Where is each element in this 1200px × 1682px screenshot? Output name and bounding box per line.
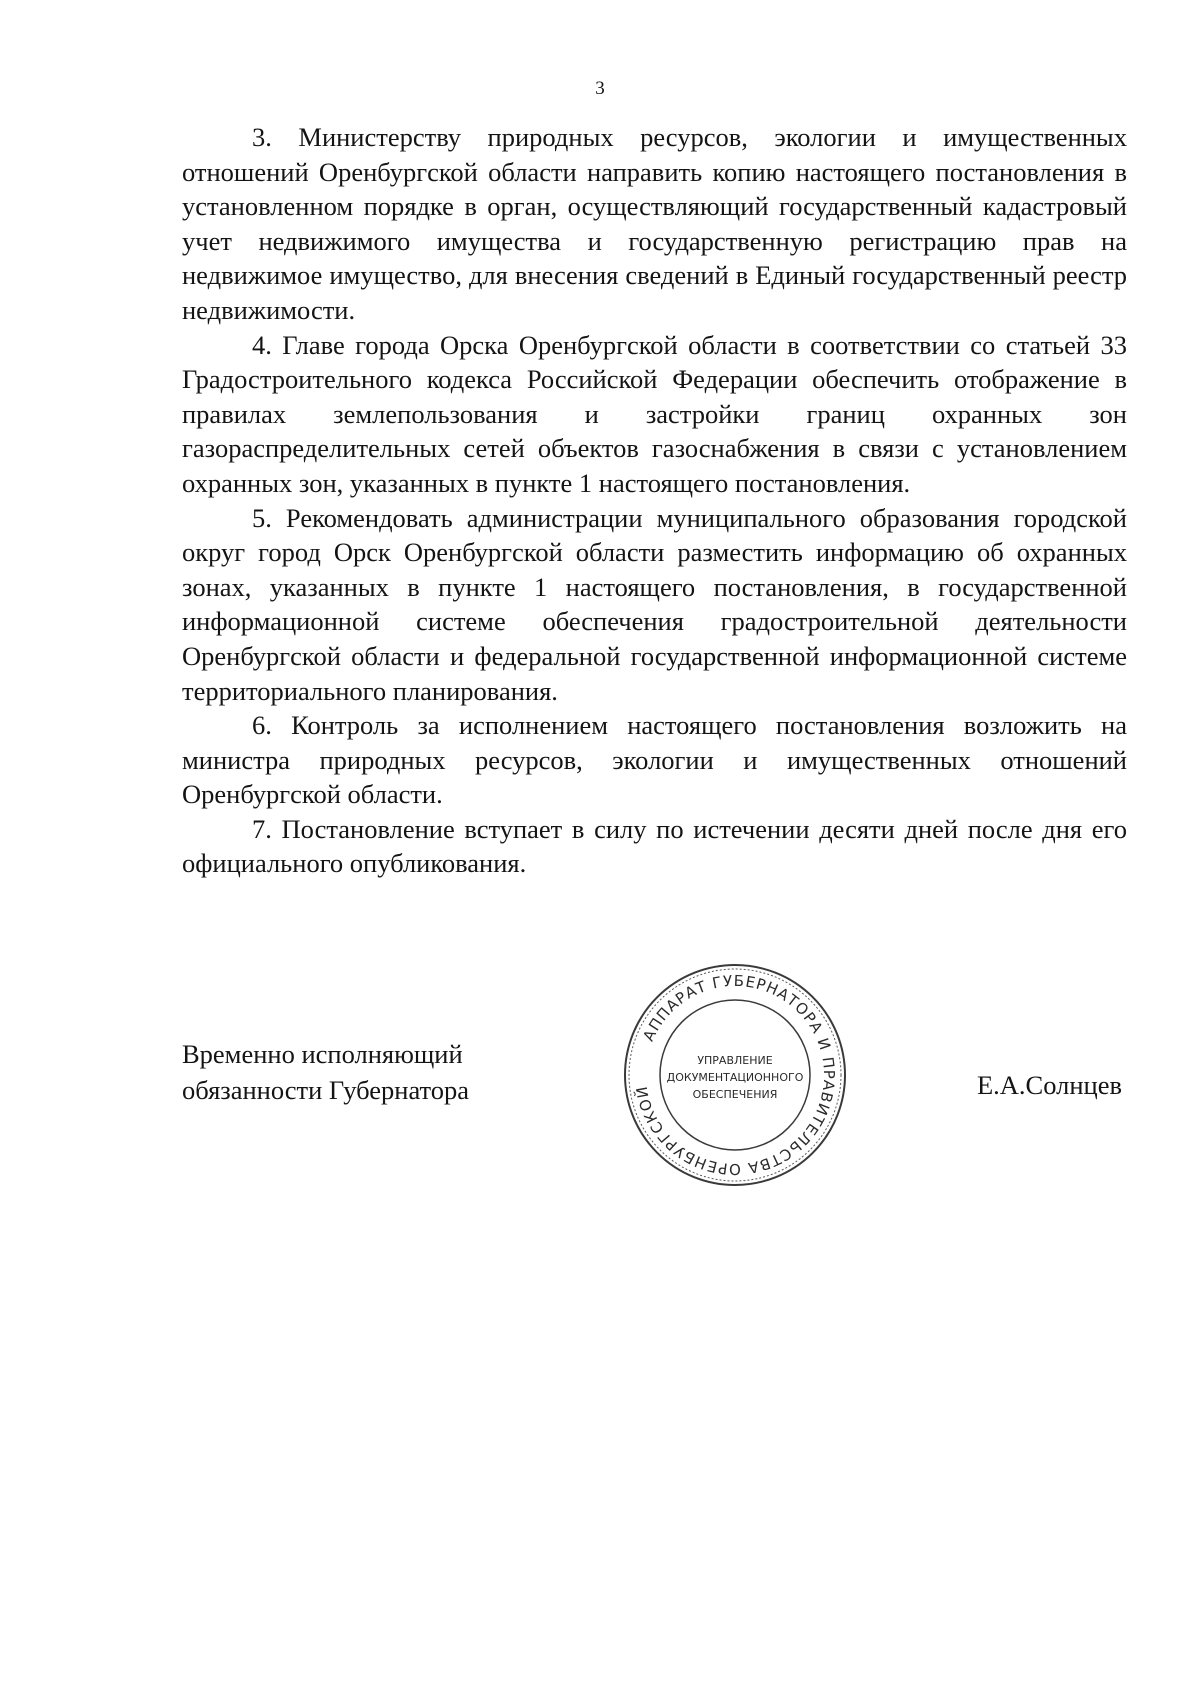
paragraph-5: 5. Рекомендовать администрации муниципального образования городской округ город Орск Оренбургской области разместить информацию об охранных зонах, указанных в пункте 1 настоящего постановления, в государственной информационной системе обеспечения градостроительной деятельности Оренбургской области и федеральной государственной информационной системе территориального планирования. xyxy=(182,502,1127,706)
position-line-2: обязанности Губернатора xyxy=(182,1075,470,1105)
position-line-1: Временно исполняющий xyxy=(182,1039,463,1069)
page-number: 3 xyxy=(595,78,605,99)
document-body xyxy=(182,120,1127,881)
signature-position xyxy=(182,1036,469,1108)
seal-inner-line-2: ДОКУМЕНТАЦИОННОГО xyxy=(666,1071,804,1084)
paragraph-4: 4. Главе города Орска Оренбургской области в соответствии со статьей 33 Градостроительного кодекса Российской Федерации обеспечить отображение в правилах землепользования и застройки границ охранных зон газораспределительных сетей объектов газоснабжения в связи с установлением охранных зон, указанных в пункте 1 настоящего постановления. xyxy=(182,329,1127,498)
paragraph-7: 7. Постановление вступает в силу по истечении десяти дней после дня его официального опубликования. xyxy=(182,813,1127,879)
signatory-name: Е.А.Солнцев xyxy=(976,1070,1122,1100)
seal-graphic xyxy=(618,958,852,1192)
paragraph-3: 3. Министерству природных ресурсов, экологии и имущественных отношений Оренбургской области направить копию настоящего постановления в установленном порядке в орган, осуществляющий государственный кадастровый учет недвижимого имущества и государственную регистрацию прав на недвижимое имущество, для внесения сведений в Единый государственный реестр недвижимости. xyxy=(182,122,1127,325)
paragraph-6: 6. Контроль за исполнением настоящего постановления возложить на министра природных ресурсов, экологии и имущественных отношений Оренбургской области. xyxy=(182,710,1127,810)
official-seal xyxy=(618,958,852,1192)
seal-outer-text: АППАРАТ ГУБЕРНАТОРА И ПРАВИТЕЛЬСТВА ОРЕНБУРГСКОЙ xyxy=(632,971,839,1179)
seal-inner-line-1: УПРАВЛЕНИЕ xyxy=(697,1054,773,1067)
seal-inner-line-3: ОБЕСПЕЧЕНИЯ xyxy=(692,1088,778,1101)
